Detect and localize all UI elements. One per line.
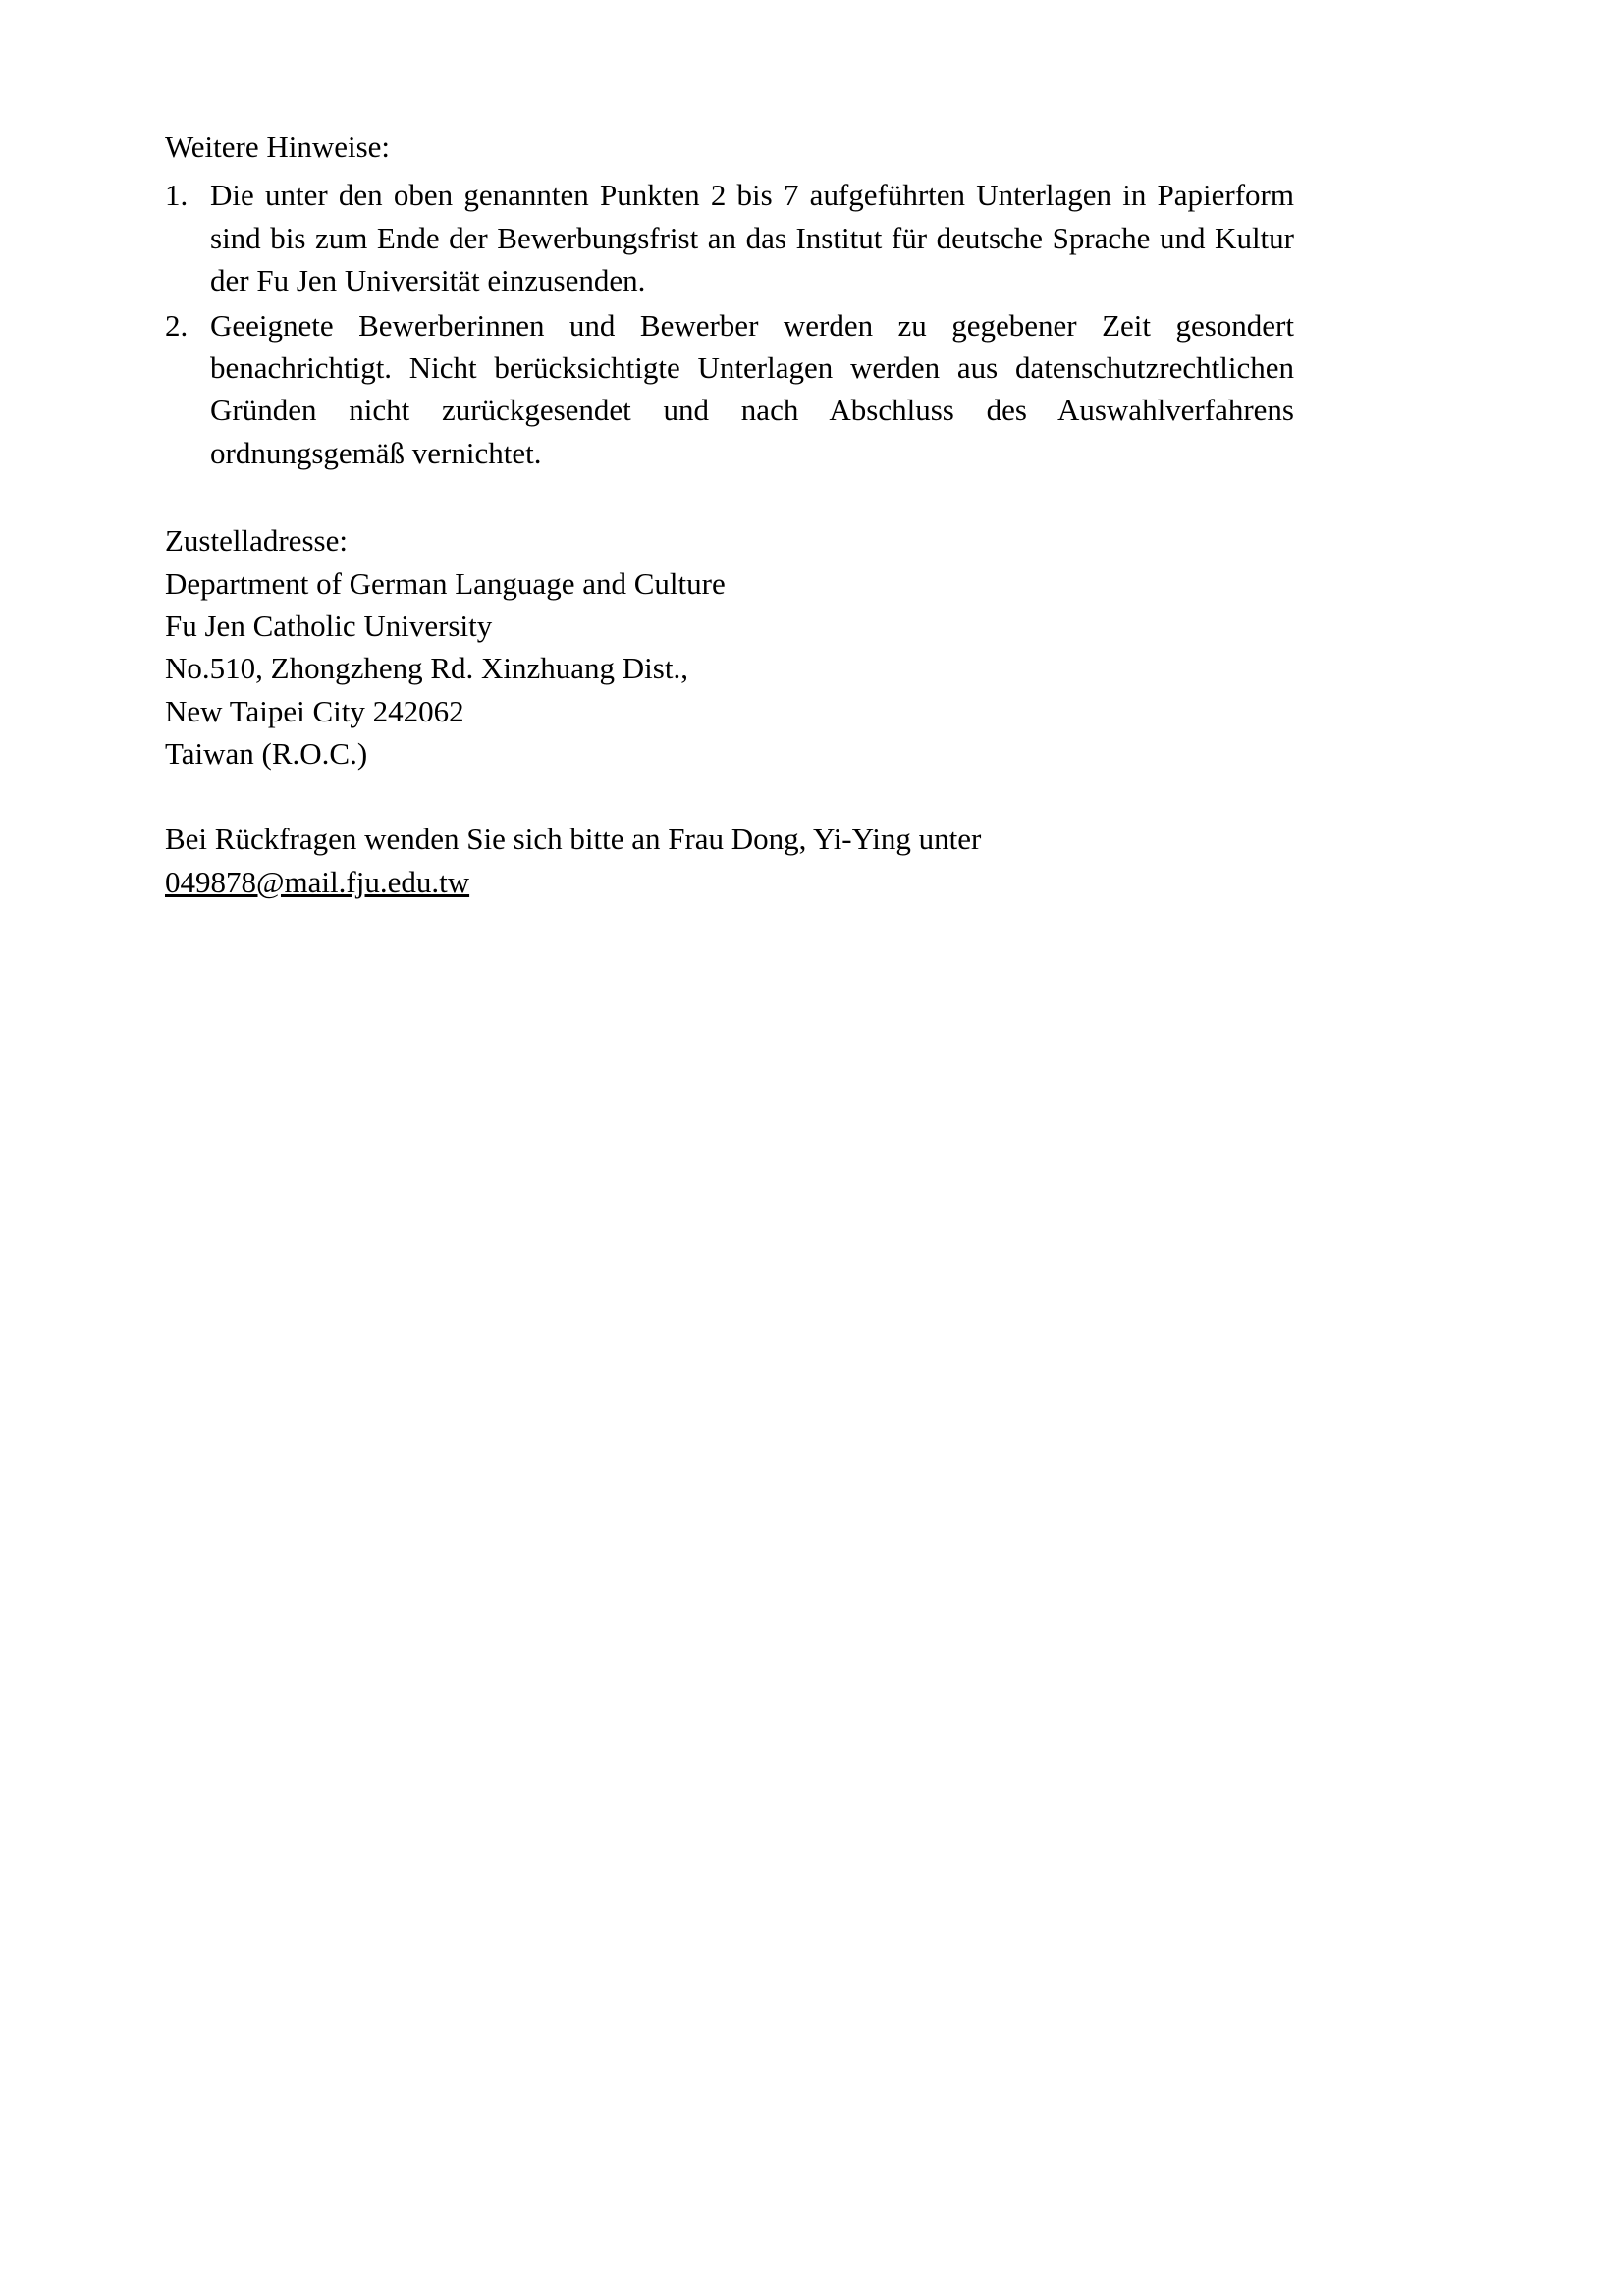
contact-email-link[interactable]: 049878@mail.fju.edu.tw [165,864,470,899]
address-line: Fu Jen Catholic University [165,608,493,643]
contact-block [165,818,1294,903]
list-item-text: Geeignete Bewerberinnen und Bewerber werden zu gegebener Zeit gesondert benachrichtigt. Nicht berücksichtigte Unterlagen werden aus datenschutzrechtlichen Gründen nicht zurückgesendet und nach Abschluss des Auswahlverfahrens ordnungsgemäß vernichtet. [210,307,1294,470]
address-line: Taiwan (R.O.C.) [165,736,368,772]
document-body [165,126,1294,903]
intro-heading: Weitere Hinweise: [165,130,391,164]
address-label: Zustelladresse: [165,523,348,559]
section-spacer [165,476,1294,519]
contact-email-line [165,861,1294,903]
list-item-marker: 2. [165,307,189,343]
address-line: No.510, Zhongzheng Rd. Xinzhuang Dist., [165,651,688,686]
list-item-text: Die unter den oben genannten Punkten 2 bis 7 aufgeführten Unterlagen in Papierform sind bis zum Ende der Bewerbungsfrist an das Institut für deutsche Sprache und Kultur der Fu Jen Universität einzusenden. [210,178,1294,298]
list-item [165,304,1294,475]
list-item [165,174,1294,301]
contact-text: Bei Rückfragen wenden Sie sich bitte an Frau Dong, Yi-Ying unter [165,822,982,857]
address-block [165,519,1294,774]
address-line: New Taipei City 242062 [165,693,464,728]
section-spacer [165,774,1294,818]
address-line: Department of German Language and Culture [165,565,726,601]
notes-list [165,174,1294,474]
list-item-marker: 1. [165,178,189,213]
